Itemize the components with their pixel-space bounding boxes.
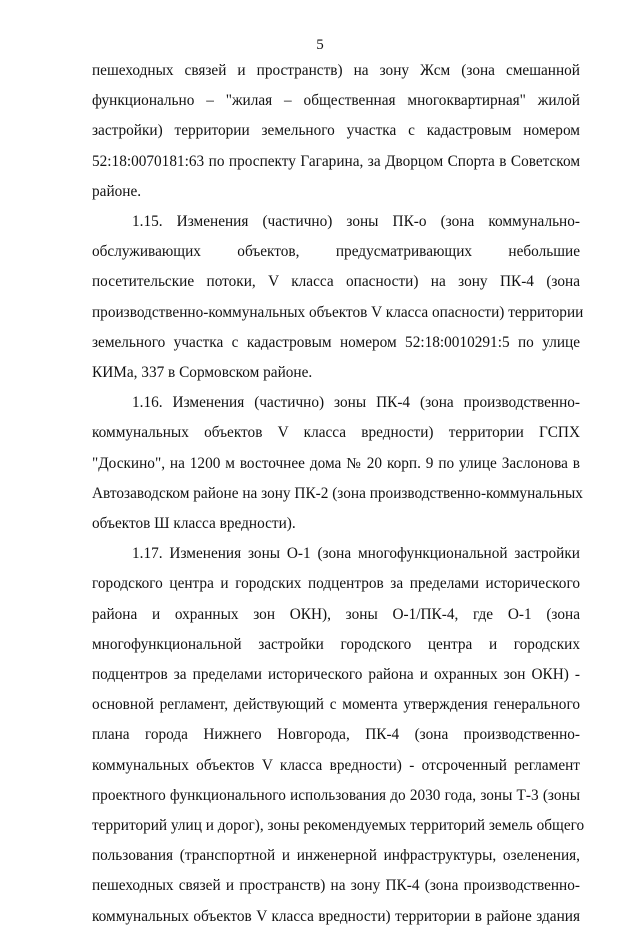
text-line: функционально – "жилая – общественная многоквартирная" жилой [92, 92, 580, 110]
text-line: Автозаводском районе на зону ПК-2 (зона производственно-коммунальных [92, 484, 583, 502]
paragraph [92, 56, 580, 207]
text-line: 52:18:0070181:63 по проспекту Гагарина, за Дворцом Спорта в Советском [92, 152, 580, 170]
text-line: многофункциональной застройки городского центра и городских [92, 635, 580, 653]
paragraph [92, 539, 585, 932]
document-body [92, 56, 585, 932]
text-line: обслуживающих объектов, предусматривающих небольшие [92, 243, 580, 261]
text-line: пешеходных связей и пространств) на зону ПК-4 (зона производственно- [92, 877, 580, 895]
text-line: района и охранных зон ОКН), зоны О-1/ПК-4, где О-1 (зона [92, 605, 580, 623]
text-line: районе. [92, 182, 142, 200]
text-line: основной регламент, действующий с момента утверждения генерального [92, 696, 580, 714]
text-line: пешеходных связей и пространств) на зону Жсм (зона смешанной [92, 62, 580, 79]
paragraph [92, 207, 584, 388]
text-line: застройки) территории земельного участка с кадастровым номером [92, 122, 580, 140]
text-line: плана города Нижнего Новгорода, ПК-4 (зона производственно- [92, 726, 580, 744]
page-number: 5 [316, 37, 324, 53]
text-line: 1.15. Изменения (частично) зоны ПК-о (зона коммунально- [132, 213, 580, 231]
text-line: территорий улиц и дорог), зоны рекомендуемых территорий земель общего [92, 817, 585, 835]
text-line: земельного участка с кадастровым номером 52:18:0010291:5 по улице [92, 333, 580, 351]
text-line: производственно-коммунальных объектов V класса опасности) территории [92, 303, 584, 321]
text-line: "Доскино", на 1200 м восточнее дома № 20 корп. 9 по улице Заслонова в [92, 454, 580, 472]
text-line: коммунальных объектов V класса вредности) территории ГСПХ [92, 424, 580, 442]
text-line: подцентров за пределами исторического района и охранных зон ОКН) - [92, 666, 580, 684]
paragraph [92, 388, 583, 539]
text-line: коммунальных объектов V класса вредности) территории в районе здания [92, 907, 580, 925]
text-line: пользования (транспортной и инженерной инфраструктуры, озеленения, [92, 847, 580, 865]
text-line: объектов Ш класса вредности). [92, 515, 296, 533]
text-line: посетительские потоки, V класса опасности) на зону ПК-4 (зона [92, 273, 580, 291]
text-line: 1.16. Изменения (частично) зоны ПК-4 (зона производственно- [132, 394, 580, 412]
text-line: городского центра и городских подцентров за пределами исторического [92, 575, 580, 593]
text-line: 1.17. Изменения зоны О-1 (зона многофункциональной застройки [132, 545, 580, 563]
text-line: КИМа, 337 в Сормовском районе. [92, 364, 313, 382]
text-line: проектного функционального использования до 2030 года, зоны Т-3 (зоны [92, 786, 580, 804]
text-line: коммунальных объектов V класса вредности) - отсроченный регламент [92, 756, 580, 774]
